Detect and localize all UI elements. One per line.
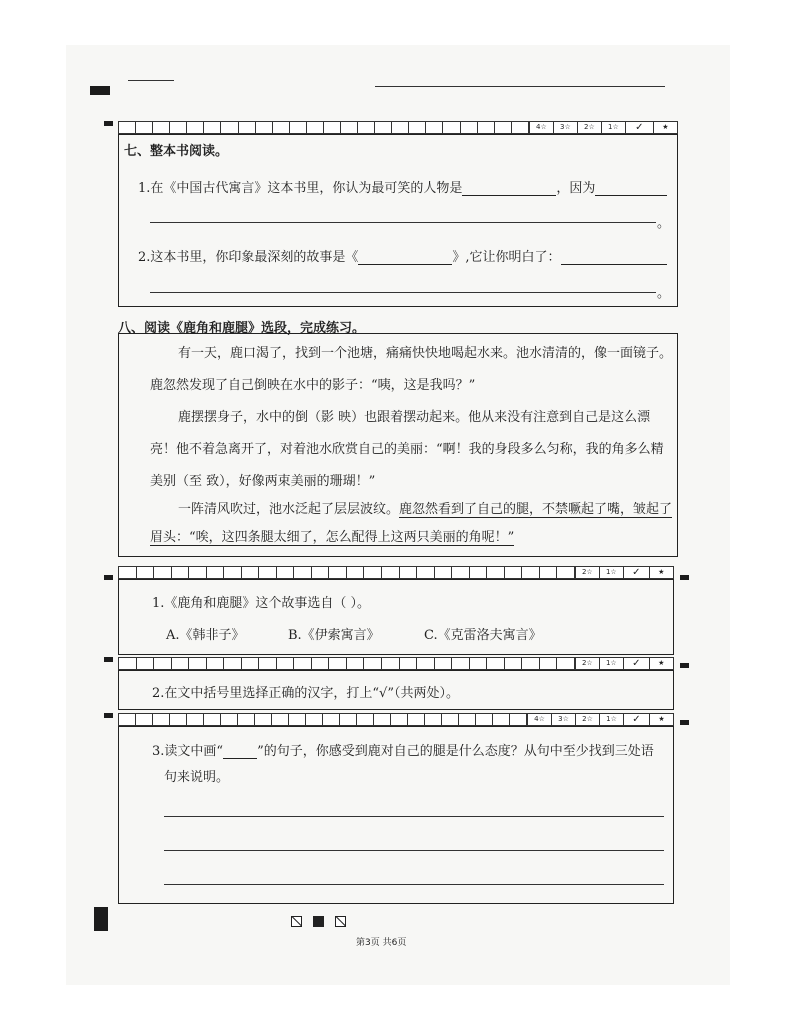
- registration-mark: [94, 907, 108, 931]
- score-3-star[interactable]: 3☆: [553, 122, 577, 133]
- underlined-sentence: 鹿忽然看到了自己的腿，不禁噘起了嘴，皱起了: [399, 502, 673, 517]
- s7-question-2: [138, 246, 667, 265]
- score-2-star[interactable]: 2☆: [577, 122, 601, 133]
- check-icon[interactable]: ✓: [623, 567, 649, 578]
- score-4-star[interactable]: 4☆: [527, 714, 551, 725]
- option-c[interactable]: C.《克雷洛夫寓言》: [424, 628, 542, 643]
- s8-q3-line2: 句来说明。: [164, 770, 230, 785]
- s7-q2-prefix: 2.这本书里，你印象最深刻的故事是《: [138, 250, 359, 265]
- registration-mark: [104, 575, 113, 580]
- s7-q1-mid: ，因为: [556, 181, 596, 196]
- answer-blank[interactable]: [561, 252, 667, 265]
- score-2-star[interactable]: 2☆: [575, 567, 599, 578]
- registration-mark: [104, 121, 113, 126]
- registration-mark: [104, 713, 113, 718]
- s7-q2-end: 。: [657, 286, 671, 301]
- score-3-star[interactable]: 3☆: [551, 714, 575, 725]
- score-bar: [118, 713, 674, 726]
- check-icon[interactable]: ✓: [623, 714, 649, 725]
- registration-mark: [680, 720, 689, 725]
- passage-line: 亮！他不着急离开了，对着池水欣赏自己的美丽：“啊！我的身段多么匀称，我的角多么精: [150, 442, 664, 457]
- s8-question-2: 2.在文中括号里选择正确的汉字，打上“√”（共两处）。: [152, 686, 459, 701]
- registration-mark: [90, 86, 110, 95]
- header-rule: [128, 80, 174, 81]
- answer-line[interactable]: [164, 816, 664, 817]
- score-1-star[interactable]: 1☆: [599, 567, 623, 578]
- answer-blank[interactable]: [358, 252, 452, 265]
- answer-line[interactable]: [164, 850, 664, 851]
- underlined-sentence: 眉头：“唉，这四条腿太细了，怎么配得上这两只美丽的角呢！”: [150, 530, 515, 545]
- star-icon[interactable]: ★: [653, 122, 677, 133]
- check-icon[interactable]: ✓: [625, 122, 653, 133]
- section-eight-title: 八、阅读《鹿角和鹿腿》选段，完成练习。: [118, 321, 366, 336]
- s8-q3-a: 3.读文中画“: [152, 744, 224, 759]
- passage-line: 鹿摆摆身子，水中的倒（影 映）也跟着摆动起来。他从来没有注意到自己是这么漂: [178, 410, 651, 425]
- passage-line: 有一天，鹿口渴了，找到一个池塘，痛痛快快地喝起水来。池水清清的，像一面镜子。: [178, 346, 673, 361]
- registration-mark: [680, 663, 689, 668]
- answer-line[interactable]: [164, 884, 664, 885]
- star-icon[interactable]: ★: [649, 567, 673, 578]
- score-bar: [118, 566, 674, 579]
- passage-line: 美别（至 致），好像两束美丽的珊瑚！”: [150, 474, 376, 489]
- registration-mark: [104, 657, 113, 662]
- answer-blank[interactable]: [595, 183, 667, 196]
- s7-q2-mid: 》,它让你明白了：: [452, 250, 561, 265]
- passage-text: 一阵清风吹过，池水泛起了层层波纹。: [178, 502, 400, 517]
- question-one-box: [118, 579, 674, 655]
- s8-q3-b: ”的句子，你感受到鹿对自己的腿是什么态度？从句中至少找到三处语: [257, 744, 654, 759]
- score-4-star[interactable]: 4☆: [529, 122, 553, 133]
- registration-mark: [680, 575, 689, 580]
- passage-line: [150, 524, 514, 552]
- score-1-star[interactable]: 1☆: [601, 122, 625, 133]
- answer-line[interactable]: [150, 222, 656, 223]
- score-1-star[interactable]: 1☆: [599, 714, 623, 725]
- crossed-box-icon: [291, 916, 302, 927]
- score-bar: [118, 657, 674, 670]
- underline-sample: [223, 746, 257, 759]
- passage-line: 鹿忽然发现了自己倒映在水中的影子：“咦，这是我吗？”: [150, 378, 476, 393]
- crossed-box-icon: [335, 916, 346, 927]
- passage-line: [178, 496, 672, 524]
- star-icon[interactable]: ★: [649, 658, 673, 669]
- s7-q1-prefix: 1.在《中国古代寓言》这本书里，你认为最可笑的人物是: [138, 181, 463, 196]
- star-icon[interactable]: ★: [649, 714, 673, 725]
- option-a[interactable]: A.《韩非子》: [166, 628, 245, 643]
- s7-q1-end: 。: [657, 216, 671, 231]
- section-seven-box: [118, 134, 678, 307]
- s8-question-1: 1.《鹿角和鹿腿》这个故事选自（ ）。: [152, 596, 371, 611]
- score-bar: [118, 121, 678, 134]
- answer-line[interactable]: [150, 292, 656, 293]
- page-number: 第3页 共6页: [356, 938, 407, 948]
- header-rule: [375, 86, 665, 87]
- s8-question-3: [152, 740, 654, 759]
- score-2-star[interactable]: 2☆: [575, 658, 599, 669]
- score-2-star[interactable]: 2☆: [575, 714, 599, 725]
- section-seven-title: 七、整本书阅读。: [124, 144, 229, 159]
- option-b[interactable]: B.《伊索寓言》: [288, 628, 380, 643]
- answer-blank[interactable]: [462, 183, 556, 196]
- s7-question-1: [138, 177, 667, 196]
- check-icon[interactable]: ✓: [623, 658, 649, 669]
- filled-box-icon: [313, 916, 324, 927]
- score-1-star[interactable]: 1☆: [599, 658, 623, 669]
